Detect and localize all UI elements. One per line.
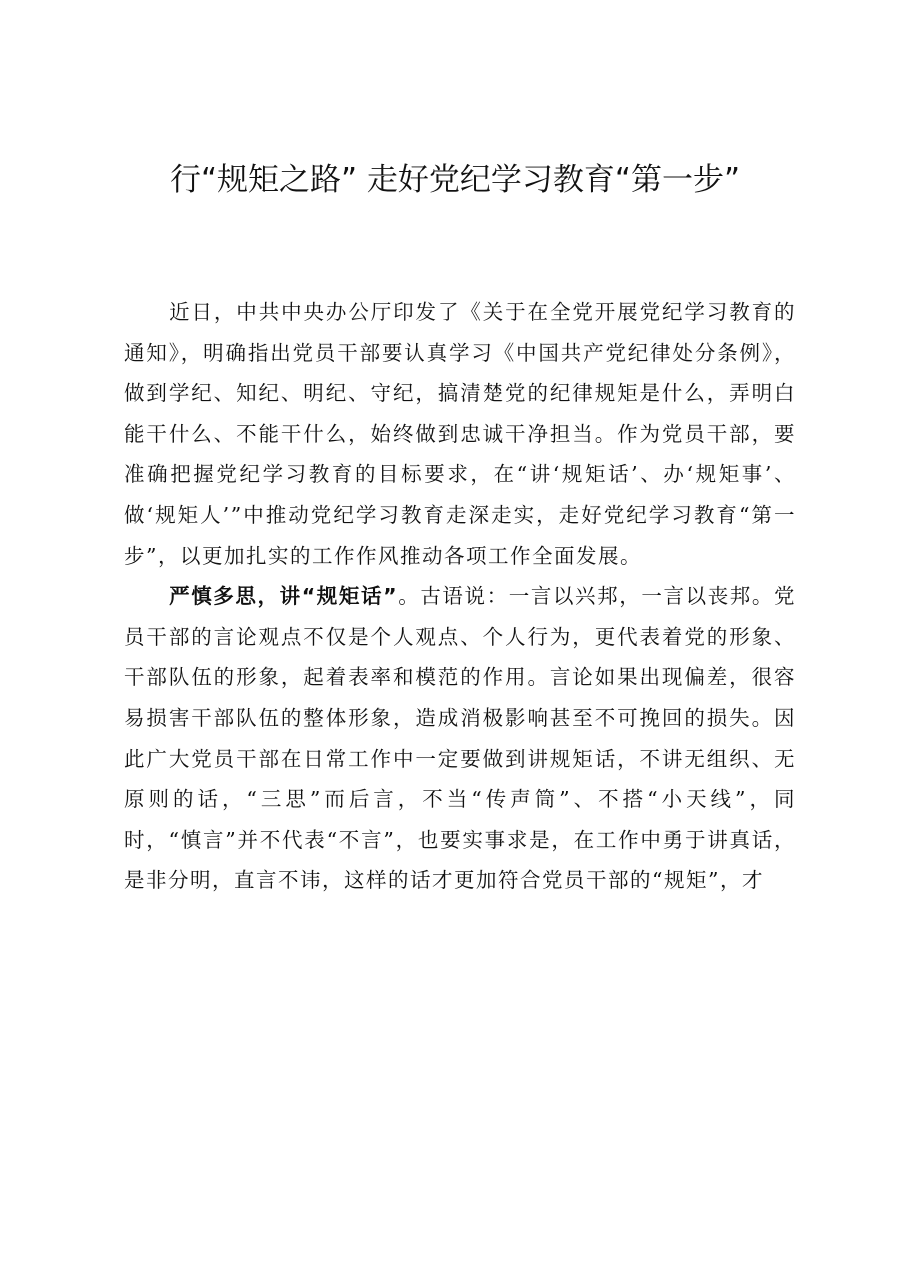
document-body	[124, 292, 796, 901]
paragraph-speak-rules-text: 。古语说：一言以兴邦，一言以丧邦。党员干部的言论观点不仅是个人观点、个人行为，更代表着党的形象、干部队伍的形象，起着表率和模范的作用。言论如果出现偏差，很容易损害干部队伍的整体形象，造成消极影响甚至不可挽回的损失。因此广大党员干部在日常工作中一定要做到讲规矩话，不讲无组织、无原则的话，“三思”而后言，不当“传声筒”、不搭“小天线”，同时，“慎言”并不代表“不言”，也要实事求是，在工作中勇于讲真话，是非分明，直言不讳，这样的话才更加符合党员干部的“规矩”，才	[124, 584, 797, 893]
paragraph-speak-rules	[124, 576, 796, 901]
paragraph-speak-rules-heading: 严慎多思，讲“规矩话”	[169, 584, 399, 609]
paragraph-intro	[124, 292, 796, 576]
document-title: 行“规矩之路” 走好党纪学习教育“第一步”	[169, 162, 741, 198]
paragraph-intro-text: 近日，中共中央办公厅印发了《关于在全党开展党纪学习教育的通知》，明确指出党员干部要认真学习《中国共产党纪律处分条例》，做到学纪、知纪、明纪、守纪，搞清楚党的纪律规矩是什么，弄明白能干什么、不能干什么，始终做到忠诚干净担当。作为党员干部，要准确把握党纪学习教育的目标要求，在“讲‘规矩话’、办‘规矩事’、做‘规矩人’”中推动党纪学习教育走深走实，走好党纪学习教育“第一步”，以更加扎实的工作作风推动各项工作全面发展。	[124, 300, 796, 568]
